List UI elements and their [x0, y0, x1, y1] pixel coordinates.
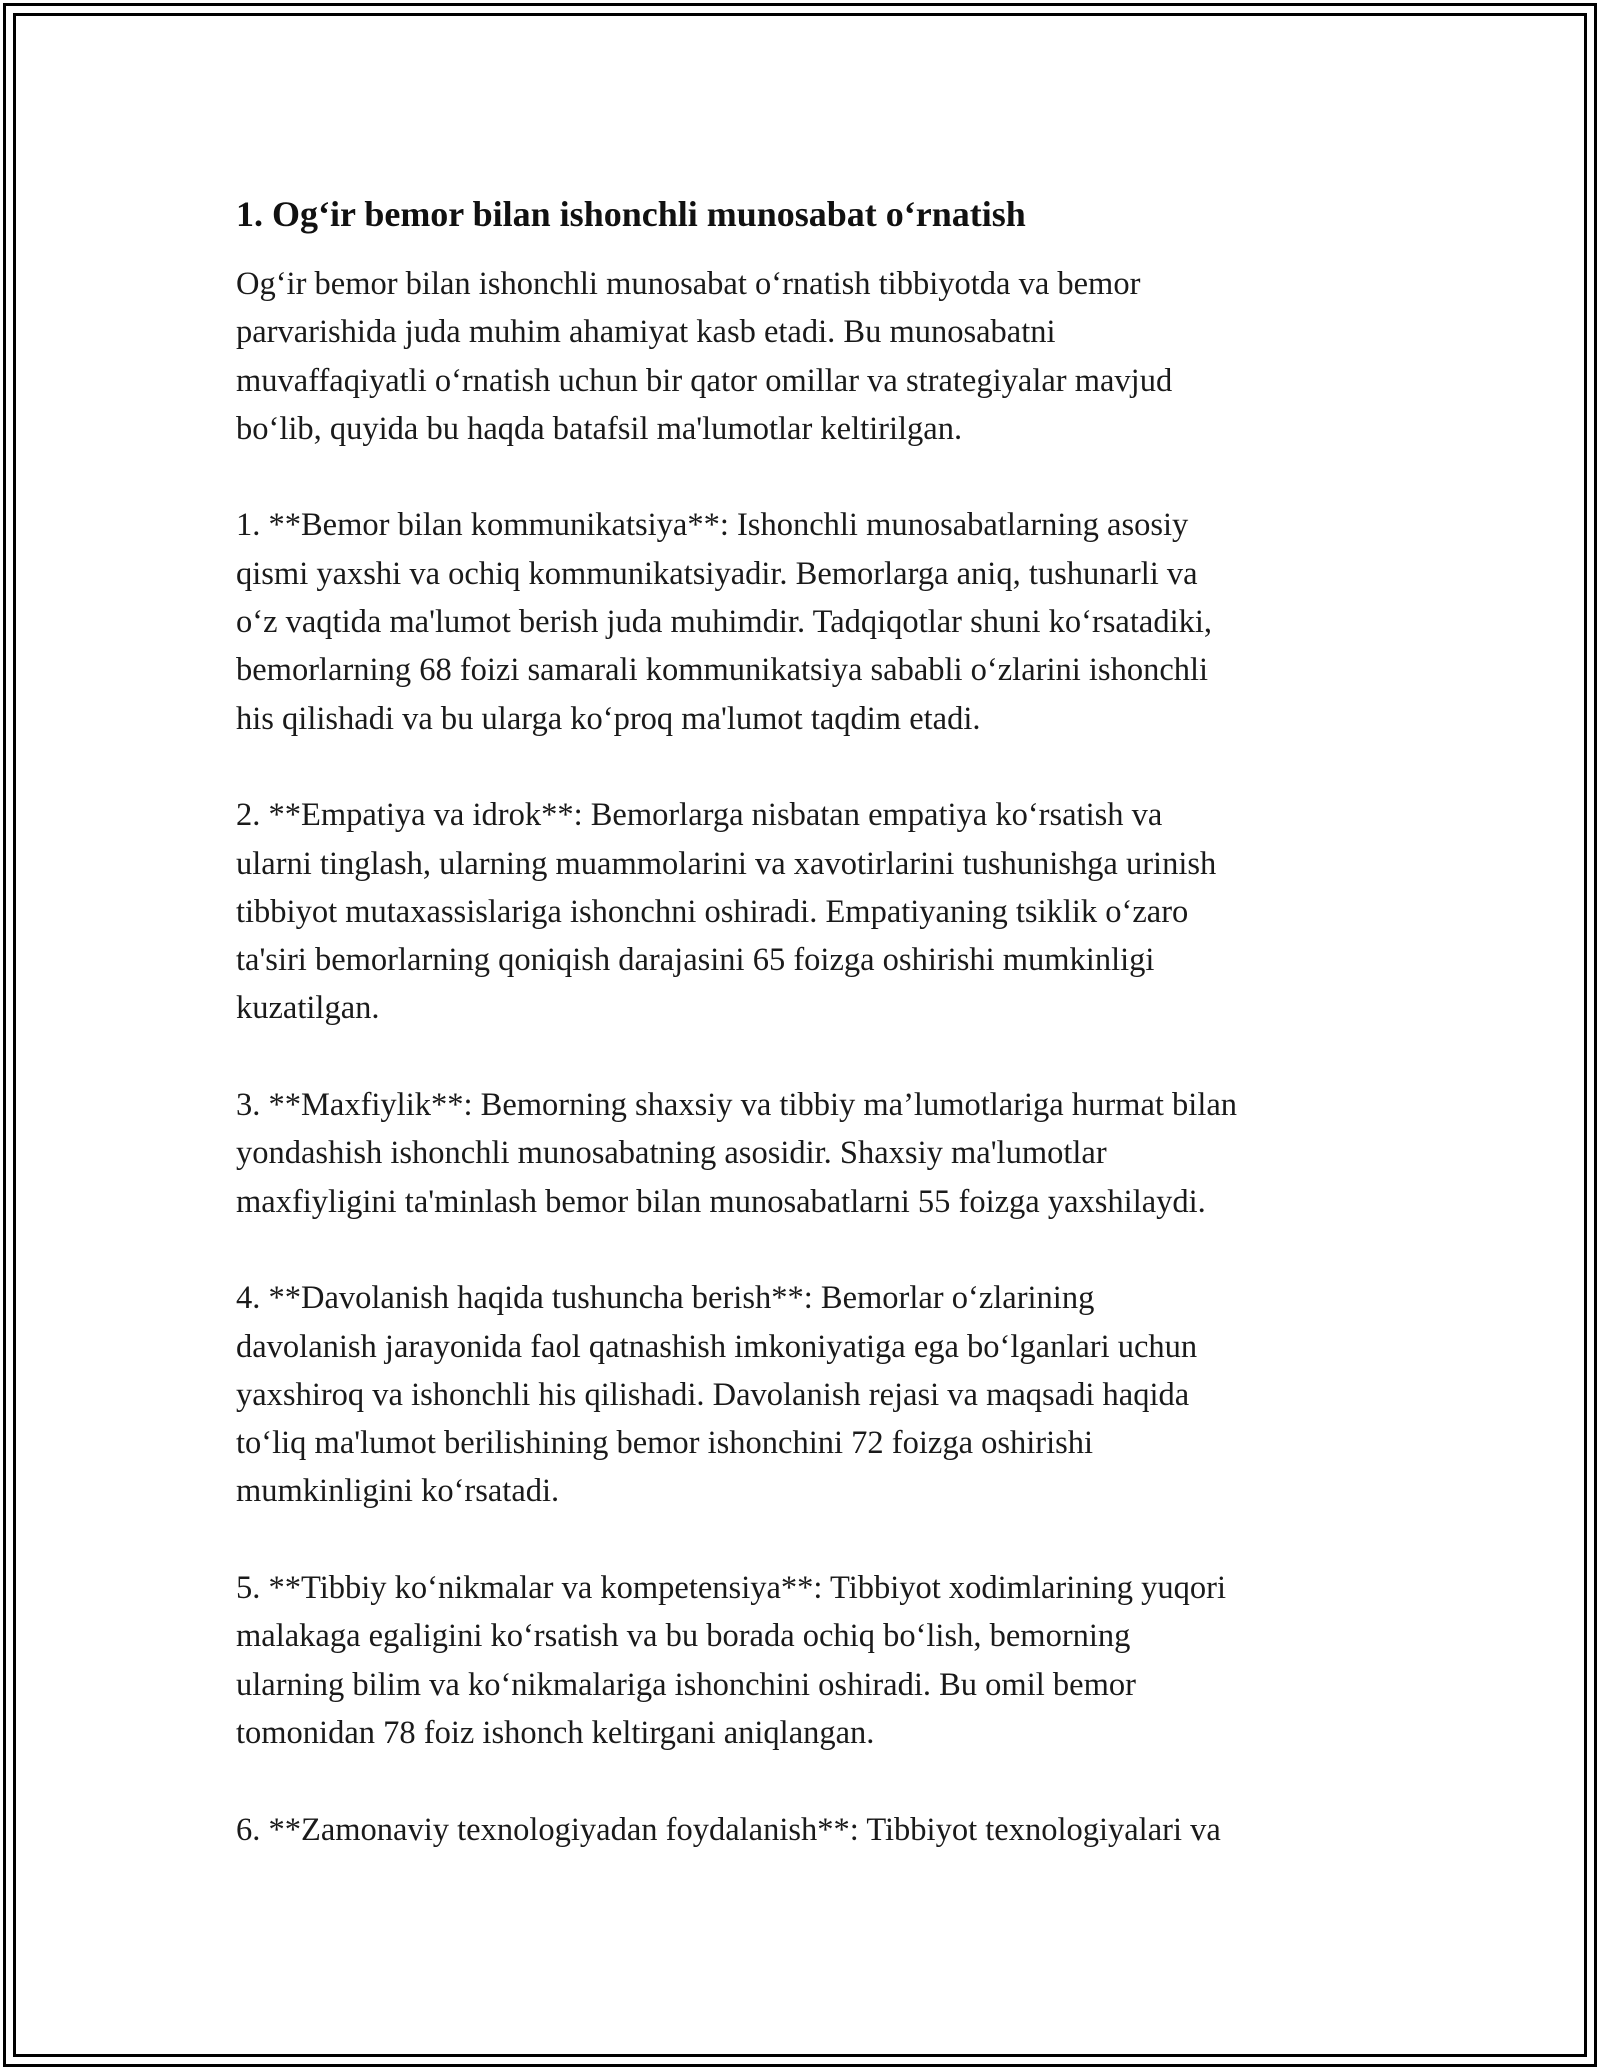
text-line: maxfiyligini ta'minlash bemor bilan munosabatlarni 55 foizga yaxshilaydi. [236, 1183, 1206, 1220]
text-line: mumkinligini ko‘rsatadi. [236, 1473, 560, 1510]
paragraph-item-4 [236, 1274, 1386, 1515]
text-line: tibbiyot mutaxassislariga ishonchni oshiradi. Empatiyaning tsiklik o‘zaro [236, 893, 1189, 930]
paragraph-item-5 [236, 1564, 1386, 1757]
text-line: malakaga egaligini ko‘rsatish va bu borada ochiq bo‘lish, bemorning [236, 1618, 1131, 1655]
text-line: Og‘ir bemor bilan ishonchli munosabat o‘rnatish tibbiyotda va bemor [236, 266, 1141, 302]
text-line: parvarishida juda muhim ahamiyat kasb etadi. Bu munosabatni [236, 314, 1056, 351]
document-body [236, 188, 1386, 1902]
text-line: 2. **Empatiya va idrok**: Bemorlarga nisbatan empatiya ko‘rsatish va [236, 797, 1163, 834]
paragraph-item-1 [236, 501, 1386, 742]
text-line: ta'siri bemorlarning qoniqish darajasini 65 foizga oshirishi mumkinligi [236, 942, 1155, 979]
text-line: to‘liq ma'lumot berilishining bemor ishonchini 72 foizga oshirishi [236, 1425, 1094, 1462]
text-line: tomonidan 78 foiz ishonch keltirgani aniqlangan. [236, 1714, 875, 1751]
text-line: o‘z vaqtida ma'lumot berish juda muhimdir. Tadqiqotlar shuni ko‘rsatadiki, [236, 604, 1212, 641]
text-line: qismi yaxshi va ochiq kommunikatsiyadir. Bemorlarga aniq, tushunarli va [236, 555, 1198, 592]
section-heading: 1. Og‘ir bemor bilan ishonchli munosabat o‘rnatish [236, 194, 1026, 234]
text-line: bo‘lib, quyida bu haqda batafsil ma'lumotlar keltirilgan. [236, 410, 963, 447]
text-line: yondashish ishonchli munosabatning asosidir. Shaxsiy ma'lumotlar [236, 1135, 1107, 1172]
text-line: 4. **Davolanish haqida tushuncha berish**: Bemorlar o‘zlarining [236, 1280, 1095, 1317]
text-line: his qilishadi va bu ularga ko‘proq ma'lumot taqdim etadi. [236, 700, 981, 737]
text-line: 5. **Tibbiy ko‘nikmalar va kompetensiya**: Tibbiyot xodimlarining yuqori [236, 1570, 1227, 1607]
text-line: bemorlarning 68 foizi samarali kommunikatsiya sababli o‘zlarini ishonchli [236, 652, 1209, 689]
text-line: yaxshiroq va ishonchli his qilishadi. Davolanish rejasi va maqsadi haqida [236, 1376, 1190, 1413]
text-line: ularning bilim va ko‘nikmalariga ishonchini oshiradi. Bu omil bemor [236, 1666, 1136, 1703]
text-line: 6. **Zamonaviy texnologiyadan foydalanish**: Tibbiyot texnologiyalari va [236, 1811, 1221, 1848]
text-line: davolanish jarayonida faol qatnashish imkoniyatiga ega bo‘lganlari uchun [236, 1328, 1198, 1365]
text-line: 3. **Maxfiylik**: Bemorning shaxsiy va tibbiy ma’lumotlariga hurmat bilan [236, 1087, 1238, 1124]
text-line: muvaffaqiyatli o‘rnatish uchun bir qator omillar va strategiyalar mavjud [236, 362, 1173, 399]
text-line: ularni tinglash, ularning muammolarini va xavotirlarini tushunishga urinish [236, 845, 1217, 882]
text-line: 1. **Bemor bilan kommunikatsiya**: Ishonchli munosabatlarning asosiy [236, 507, 1189, 544]
paragraph-item-3 [236, 1081, 1386, 1226]
paragraph-intro [236, 260, 1386, 453]
paragraph-item-2 [236, 791, 1386, 1032]
paragraph-item-6 [236, 1806, 1386, 1854]
text-line: kuzatilgan. [236, 990, 380, 1027]
